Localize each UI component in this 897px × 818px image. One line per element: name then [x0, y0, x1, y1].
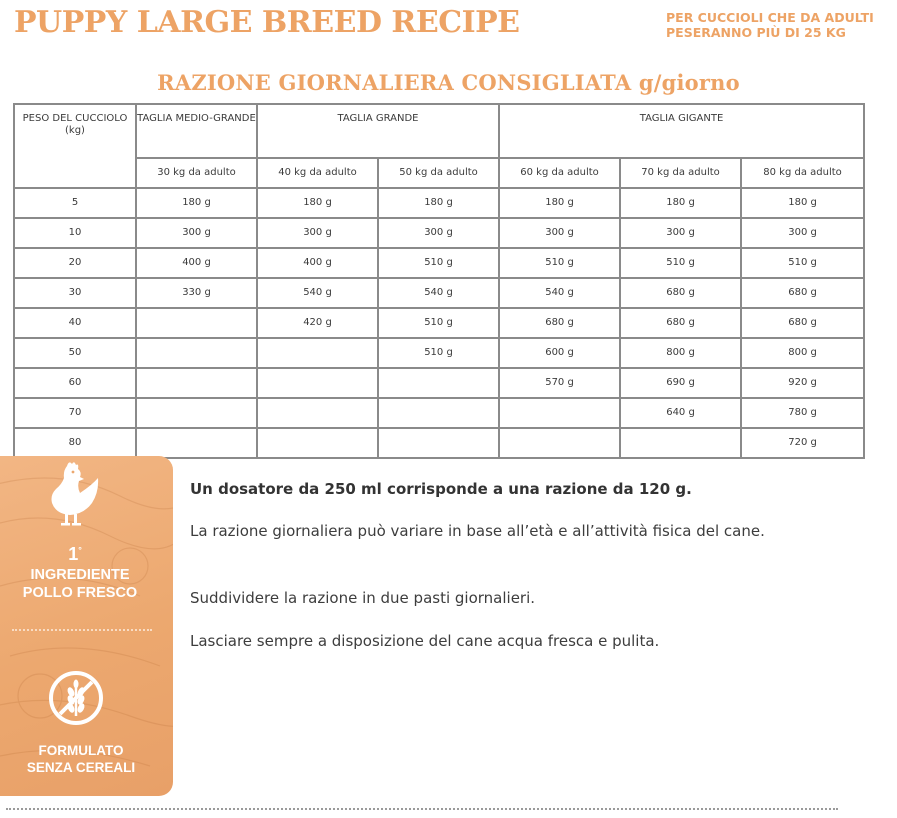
ration-cell: [378, 398, 499, 428]
ration-cell: 780 g: [741, 398, 864, 428]
header-size-40: 40 kg da adulto: [257, 158, 378, 188]
ration-cell: 510 g: [741, 248, 864, 278]
info-scoop-note: Un dosatore da 250 ml corrisponde a una razione da 120 g.: [190, 480, 692, 498]
grain-free-label: [0, 742, 162, 776]
no-grain-icon: [48, 670, 104, 726]
ration-cell: [620, 428, 741, 458]
ration-cell: 570 g: [499, 368, 620, 398]
ration-cell: [136, 338, 257, 368]
header-puppy-weight: PESO DEL CUCCIOLO (kg): [14, 104, 136, 188]
ration-cell: 300 g: [741, 218, 864, 248]
info-water-note: Lasciare sempre a disposizione del cane acqua fresca e pulita.: [190, 632, 660, 650]
ration-cell: [499, 398, 620, 428]
table-row: [14, 338, 864, 368]
weight-cell: 50: [14, 338, 136, 368]
ration-cell: [257, 428, 378, 458]
ration-cell: [136, 428, 257, 458]
ration-cell: 400 g: [136, 248, 257, 278]
ration-table: [13, 103, 865, 459]
ration-cell: [136, 308, 257, 338]
weight-cell: 5: [14, 188, 136, 218]
page-subtitle: [666, 10, 874, 40]
ration-cell: 510 g: [499, 248, 620, 278]
header-size-80: 80 kg da adulto: [741, 158, 864, 188]
ration-cell: 800 g: [741, 338, 864, 368]
table-row: [14, 278, 864, 308]
ration-cell: 300 g: [499, 218, 620, 248]
ration-cell: 680 g: [620, 278, 741, 308]
ration-cell: 510 g: [620, 248, 741, 278]
header-size-50: 50 kg da adulto: [378, 158, 499, 188]
ration-cell: 180 g: [741, 188, 864, 218]
ration-cell: 920 g: [741, 368, 864, 398]
ration-cell: [257, 368, 378, 398]
grain-line-2: SENZA CEREALI: [26, 760, 136, 775]
ration-cell: 420 g: [257, 308, 378, 338]
weight-cell: 30: [14, 278, 136, 308]
chicken-icon: [46, 460, 100, 530]
weight-cell: 60: [14, 368, 136, 398]
ration-cell: 300 g: [620, 218, 741, 248]
ration-cell: [257, 398, 378, 428]
ration-cell: 680 g: [741, 278, 864, 308]
table-row: [14, 188, 864, 218]
ration-cell: [499, 428, 620, 458]
weight-cell: 40: [14, 308, 136, 338]
info-meals-note: Suddividere la razione in due pasti giornalieri.: [190, 589, 536, 607]
ration-cell: [136, 368, 257, 398]
ration-cell: 680 g: [499, 308, 620, 338]
ration-cell: 180 g: [499, 188, 620, 218]
ration-cell: 720 g: [741, 428, 864, 458]
ration-cell: 180 g: [136, 188, 257, 218]
table-row: [14, 368, 864, 398]
grain-line-1: FORMULATO: [38, 743, 124, 758]
ration-cell: 510 g: [378, 338, 499, 368]
ration-cell: [378, 428, 499, 458]
header-size-60: 60 kg da adulto: [499, 158, 620, 188]
subtitle-line-2: PESERANNO PIÙ DI 25 KG: [666, 25, 846, 40]
ration-cell: 600 g: [499, 338, 620, 368]
ration-cell: 510 g: [378, 248, 499, 278]
table-body: [14, 188, 864, 458]
ration-cell: 300 g: [378, 218, 499, 248]
header-size-70: 70 kg da adulto: [620, 158, 741, 188]
ration-cell: 180 g: [620, 188, 741, 218]
ration-cell: 330 g: [136, 278, 257, 308]
table-header-row-groups: [14, 104, 864, 158]
header-group-medium-large: TAGLIA MEDIO-GRANDE: [136, 104, 257, 158]
subtitle-line-1: PER CUCCIOLI CHE DA ADULTI: [666, 10, 874, 25]
table-row: [14, 248, 864, 278]
feeding-info: [190, 478, 850, 650]
ration-cell: [136, 398, 257, 428]
ration-cell: 510 g: [378, 308, 499, 338]
ration-cell: 540 g: [257, 278, 378, 308]
ingredient-line-1: INGREDIENTE: [30, 567, 130, 583]
sidebar-divider: [12, 629, 152, 631]
table-title: RAZIONE GIORNALIERA CONSIGLIATA g/giorno: [157, 70, 740, 95]
weight-cell: 20: [14, 248, 136, 278]
page-header: [14, 2, 889, 46]
features-sidebar: [0, 456, 173, 796]
ration-cell: 540 g: [499, 278, 620, 308]
ration-cell: 680 g: [620, 308, 741, 338]
ration-cell: [378, 368, 499, 398]
header-group-large: TAGLIA GRANDE: [257, 104, 499, 158]
ingredient-line-2: POLLO FRESCO: [22, 585, 138, 601]
ingredient-label: [0, 566, 160, 602]
weight-cell: 10: [14, 218, 136, 248]
page-title: PUPPY LARGE BREED RECIPE: [14, 5, 520, 40]
table-row: [14, 398, 864, 428]
table-header-row-sizes: [14, 158, 864, 188]
ration-cell: 180 g: [378, 188, 499, 218]
table-row: [14, 428, 864, 458]
ration-cell: 690 g: [620, 368, 741, 398]
table-row: [14, 218, 864, 248]
header-group-giant: TAGLIA GIGANTE: [499, 104, 864, 158]
info-variation-note: La razione giornaliera può variare in base all’età e all’attività fisica del cane.: [190, 522, 765, 540]
weight-cell: 80: [14, 428, 136, 458]
ration-cell: 800 g: [620, 338, 741, 368]
ration-cell: 540 g: [378, 278, 499, 308]
header-size-30: 30 kg da adulto: [136, 158, 257, 188]
rank-suffix: °: [78, 545, 82, 555]
weight-cell: 70: [14, 398, 136, 428]
ration-cell: 180 g: [257, 188, 378, 218]
table-row: [14, 308, 864, 338]
ration-cell: 300 g: [257, 218, 378, 248]
ration-cell: 400 g: [257, 248, 378, 278]
ration-cell: 680 g: [741, 308, 864, 338]
bottom-divider: [6, 808, 838, 810]
ration-cell: 300 g: [136, 218, 257, 248]
ration-cell: [257, 338, 378, 368]
ingredient-rank: [0, 544, 150, 565]
rank-number: 1: [68, 544, 79, 564]
ration-cell: 640 g: [620, 398, 741, 428]
